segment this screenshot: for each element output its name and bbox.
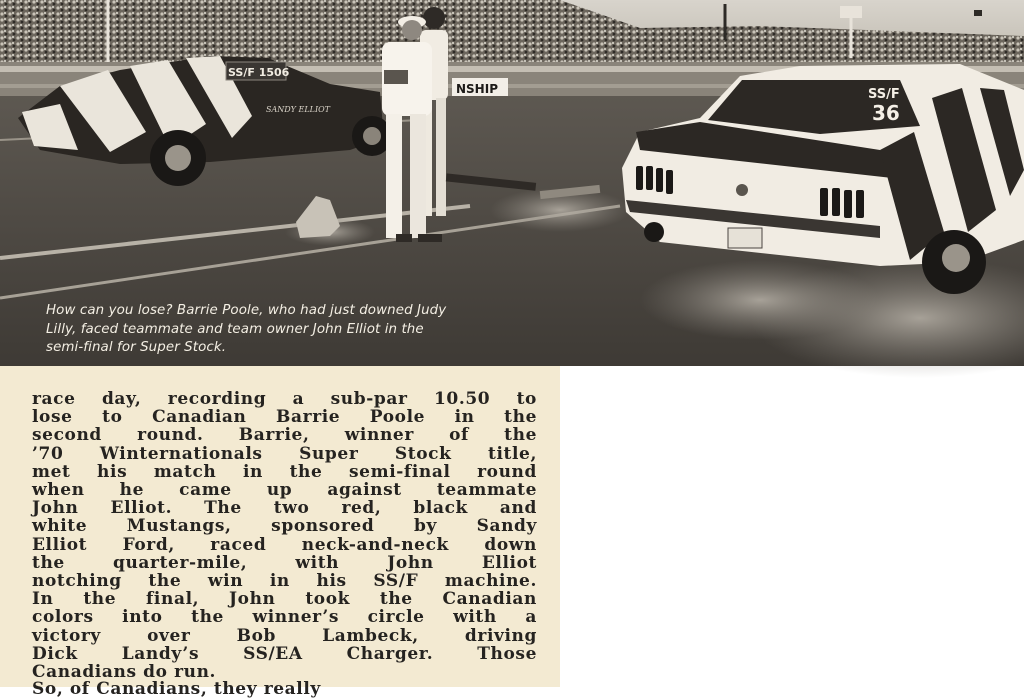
right-car-class: SS/F (868, 87, 900, 102)
article-line: the quarter-mile, with John Elliot (32, 552, 537, 573)
article-line: notching the win in his SS/F machine. (32, 571, 537, 592)
article-line: ’70 Winternationals Super Stock title, (32, 443, 537, 464)
article-line: second round. Barrie, winner of the (32, 425, 537, 446)
caption-line: Lilly, faced teammate and team owner John Elliot in the (46, 321, 424, 337)
article-line: Dick Landy’s SS/EA Charger. Those (32, 643, 537, 664)
caption-line: How can you lose? Barrie Poole, who had just downed Judy (46, 303, 447, 318)
article-line: colors into the winner’s circle with a (32, 607, 537, 628)
left-car-number: SS/F 1506 (228, 66, 290, 79)
caption-line: semi-final for Super Stock. (46, 340, 227, 355)
photo-caption (46, 302, 506, 358)
article-body (32, 390, 537, 681)
banner-text-top: NSHIP (456, 82, 498, 96)
article-cut-off-line: So, of Canadians, they really (32, 679, 321, 699)
article-line: John Elliot. The two red, black and (32, 498, 537, 519)
article-line: when he came up against teammate (32, 480, 537, 501)
article-line: victory over Bob Lambeck, driving (32, 625, 537, 646)
left-car-name: SANDY ELLIOT (266, 105, 331, 114)
article-line: white Mustangs, sponsored by Sandy (32, 516, 537, 537)
article-line: met his match in the semi-final round (32, 461, 537, 482)
article-line: lose to Canadian Barrie Poole in the (32, 407, 537, 428)
article-line: Elliot Ford, raced neck-and-neck down (32, 534, 537, 555)
article-line: Canadians do run. (32, 662, 217, 683)
article-line: In the final, John took the Canadian (32, 589, 537, 610)
track-officials (382, 7, 448, 242)
right-car-number: 36 (872, 101, 900, 125)
article-line: race day, recording a sub-par 10.50 to (32, 389, 537, 409)
article-column (0, 366, 560, 699)
